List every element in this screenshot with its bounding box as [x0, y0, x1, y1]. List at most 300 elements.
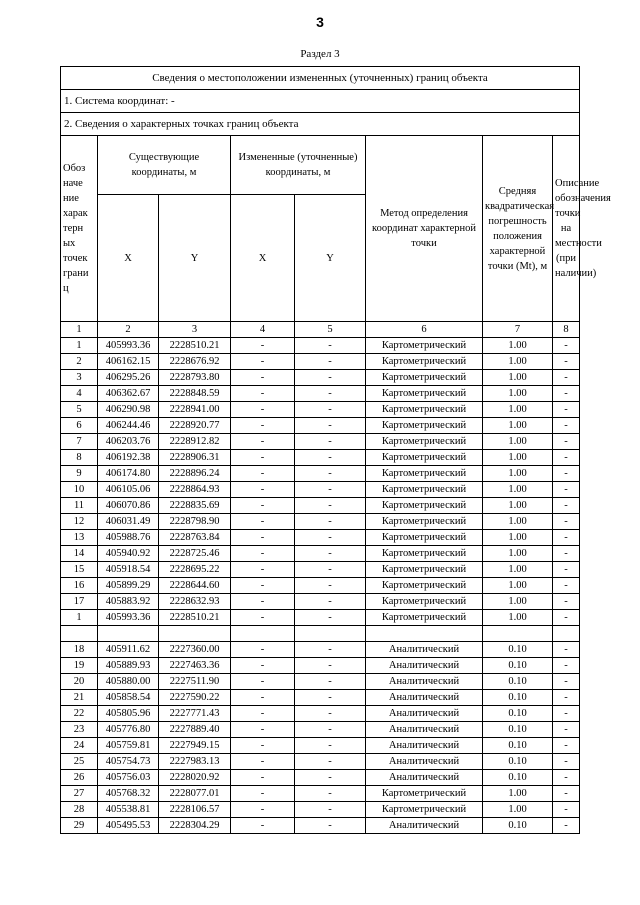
cell-changed-x: - [231, 722, 295, 738]
section-label: Раздел 3 [300, 48, 340, 60]
cell-existing-x: 405858.54 [98, 690, 159, 706]
table-row [61, 450, 580, 466]
cell-existing-y: 2228798.90 [159, 514, 231, 530]
cell-changed-y: - [295, 706, 366, 722]
cell-changed-x: - [231, 338, 295, 354]
cell-description: - [553, 802, 580, 818]
cell-mean-error: 0.10 [483, 738, 553, 754]
cell-changed-x: - [231, 818, 295, 834]
table-row [61, 354, 580, 370]
cell-point-number: 22 [61, 706, 98, 722]
cell-changed-x: - [231, 770, 295, 786]
cell-description [553, 626, 580, 642]
cell-description: - [553, 818, 580, 834]
table-row [61, 674, 580, 690]
cell-mean-error: 1.00 [483, 354, 553, 370]
cell-point-number: 1 [61, 338, 98, 354]
cell-changed-y: - [295, 402, 366, 418]
cell-method: Картометрический [366, 610, 483, 626]
cell-existing-y: 2228304.29 [159, 818, 231, 834]
table-row [61, 562, 580, 578]
cell-description: - [553, 466, 580, 482]
cell-method: Картометрический [366, 338, 483, 354]
cell-mean-error: 1.00 [483, 434, 553, 450]
cell-mean-error: 0.10 [483, 722, 553, 738]
cell-changed-y: - [295, 802, 366, 818]
cell-existing-x: 405880.00 [98, 674, 159, 690]
cell-existing-x: 405883.92 [98, 594, 159, 610]
cell-method: Картометрический [366, 530, 483, 546]
cell-method: Аналитический [366, 738, 483, 754]
cell-changed-y: - [295, 514, 366, 530]
cell-description: - [553, 658, 580, 674]
table-row [61, 738, 580, 754]
cell-point-number: 16 [61, 578, 98, 594]
cell-method: Аналитический [366, 754, 483, 770]
cell-description: - [553, 770, 580, 786]
cell-existing-y: 2228644.60 [159, 578, 231, 594]
cell-changed-x: - [231, 402, 295, 418]
table-row [61, 658, 580, 674]
cell-existing-y: 2228632.93 [159, 594, 231, 610]
cell-changed-y: - [295, 450, 366, 466]
cell-method: Картометрический [366, 802, 483, 818]
cell-description: - [553, 418, 580, 434]
cell-changed-y: - [295, 754, 366, 770]
cell-mean-error: 0.10 [483, 642, 553, 658]
cell-mean-error: 0.10 [483, 690, 553, 706]
cell-existing-y: 2227360.00 [159, 642, 231, 658]
table-row [61, 402, 580, 418]
cell-method: Картометрический [366, 466, 483, 482]
cell-description: - [553, 610, 580, 626]
cell-changed-x: - [231, 706, 295, 722]
cell-method: Картометрический [366, 418, 483, 434]
cell-mean-error: 0.10 [483, 706, 553, 722]
cell-existing-x [98, 626, 159, 642]
table-row [61, 626, 580, 642]
cell-existing-x: 405538.81 [98, 802, 159, 818]
cell-mean-error: 0.10 [483, 754, 553, 770]
cell-existing-y: 2227590.22 [159, 690, 231, 706]
points-caption: 2. Сведения о характерных точках границ объекта [61, 113, 580, 136]
cell-description: - [553, 386, 580, 402]
cell-existing-x: 406192.38 [98, 450, 159, 466]
cell-method: Аналитический [366, 690, 483, 706]
table-row [61, 690, 580, 706]
cell-mean-error: 1.00 [483, 450, 553, 466]
cell-changed-x: - [231, 610, 295, 626]
cell-existing-x: 406203.76 [98, 434, 159, 450]
table-row [61, 802, 580, 818]
table-row [61, 706, 580, 722]
cell-changed-x: - [231, 642, 295, 658]
cell-method: Картометрический [366, 514, 483, 530]
cell-mean-error: 0.10 [483, 770, 553, 786]
cell-changed-y: - [295, 546, 366, 562]
cell-method: Картометрический [366, 386, 483, 402]
cell-method: Картометрический [366, 578, 483, 594]
table-row [61, 754, 580, 770]
cell-mean-error: 1.00 [483, 578, 553, 594]
cell-existing-y: 2228676.92 [159, 354, 231, 370]
cell-existing-y: 2228077.01 [159, 786, 231, 802]
header-changed-coordinates: Измененные (уточненные) координаты, м [231, 136, 366, 195]
cell-description: - [553, 498, 580, 514]
table-row [61, 642, 580, 658]
header-method: Метод определения координат характерной точки [366, 136, 483, 322]
cell-description: - [553, 754, 580, 770]
cell-existing-x: 405993.36 [98, 338, 159, 354]
cell-existing-x: 405776.80 [98, 722, 159, 738]
cell-changed-y: - [295, 354, 366, 370]
cell-method: Аналитический [366, 706, 483, 722]
cell-point-number: 20 [61, 674, 98, 690]
cell-existing-y: 2228906.31 [159, 450, 231, 466]
cell-existing-x: 406174.80 [98, 466, 159, 482]
cell-changed-x: - [231, 450, 295, 466]
cell-changed-x: - [231, 514, 295, 530]
table-row [61, 418, 580, 434]
header-changed-y: Y [295, 195, 366, 322]
column-number: 2 [98, 322, 159, 338]
table-row [61, 434, 580, 450]
cell-existing-x: 406031.49 [98, 514, 159, 530]
cell-changed-y: - [295, 738, 366, 754]
cell-changed-x: - [231, 562, 295, 578]
cell-mean-error: 1.00 [483, 370, 553, 386]
cell-mean-error: 1.00 [483, 498, 553, 514]
column-number: 4 [231, 322, 295, 338]
cell-method: Аналитический [366, 818, 483, 834]
cell-point-number: 17 [61, 594, 98, 610]
cell-changed-x: - [231, 578, 295, 594]
cell-point-number: 18 [61, 642, 98, 658]
cell-changed-y: - [295, 338, 366, 354]
column-number: 1 [61, 322, 98, 338]
cell-description: - [553, 434, 580, 450]
table-row [61, 482, 580, 498]
cell-method: Аналитический [366, 674, 483, 690]
cell-existing-x: 406362.67 [98, 386, 159, 402]
cell-point-number: 9 [61, 466, 98, 482]
table-row [61, 546, 580, 562]
cell-changed-y: - [295, 578, 366, 594]
cell-point-number: 4 [61, 386, 98, 402]
cell-changed-x: - [231, 594, 295, 610]
cell-point-number: 12 [61, 514, 98, 530]
column-number: 5 [295, 322, 366, 338]
table-row [61, 370, 580, 386]
cell-point-number: 3 [61, 370, 98, 386]
cell-changed-x: - [231, 530, 295, 546]
cell-point-number [61, 626, 98, 642]
cell-mean-error: 0.10 [483, 818, 553, 834]
table-row [61, 338, 580, 354]
cell-mean-error: 0.10 [483, 658, 553, 674]
cell-mean-error: 1.00 [483, 594, 553, 610]
cell-changed-y: - [295, 690, 366, 706]
column-number-row [61, 322, 580, 338]
cell-method: Картометрический [366, 450, 483, 466]
cell-changed-y: - [295, 818, 366, 834]
cell-existing-y: 2228763.84 [159, 530, 231, 546]
cell-existing-x: 405911.62 [98, 642, 159, 658]
column-number: 3 [159, 322, 231, 338]
table-row [61, 514, 580, 530]
cell-existing-x: 405754.73 [98, 754, 159, 770]
cell-mean-error: 1.00 [483, 514, 553, 530]
table-row [61, 818, 580, 834]
table-row [61, 722, 580, 738]
cell-description: - [553, 514, 580, 530]
cell-method: Картометрический [366, 370, 483, 386]
cell-method: Картометрический [366, 562, 483, 578]
cell-method: Картометрический [366, 434, 483, 450]
table-row [61, 770, 580, 786]
cell-existing-y: 2228695.22 [159, 562, 231, 578]
cell-changed-y: - [295, 466, 366, 482]
cell-existing-y [159, 626, 231, 642]
cell-point-number: 6 [61, 418, 98, 434]
table-row [61, 386, 580, 402]
header-description: Описание обозначения точки на местности (при наличии) [553, 136, 580, 322]
cell-changed-x: - [231, 466, 295, 482]
cell-existing-x: 405899.29 [98, 578, 159, 594]
cell-existing-x: 406070.86 [98, 498, 159, 514]
cell-existing-x: 406295.26 [98, 370, 159, 386]
cell-mean-error: 0.10 [483, 674, 553, 690]
cell-existing-y: 2227463.36 [159, 658, 231, 674]
cell-changed-y: - [295, 722, 366, 738]
cell-existing-y: 2228848.59 [159, 386, 231, 402]
cell-changed-y: - [295, 498, 366, 514]
cell-existing-y: 2228920.77 [159, 418, 231, 434]
cell-mean-error: 1.00 [483, 802, 553, 818]
header-changed-x: X [231, 195, 295, 322]
cell-point-number: 15 [61, 562, 98, 578]
cell-existing-y: 2228941.00 [159, 402, 231, 418]
cell-changed-x: - [231, 482, 295, 498]
cell-existing-x: 405495.53 [98, 818, 159, 834]
cell-existing-x: 405805.96 [98, 706, 159, 722]
cell-existing-y: 2227511.90 [159, 674, 231, 690]
cell-changed-x: - [231, 690, 295, 706]
table-row [61, 578, 580, 594]
cell-existing-x: 406162.15 [98, 354, 159, 370]
column-number: 6 [366, 322, 483, 338]
cell-changed-x: - [231, 754, 295, 770]
cell-description: - [553, 482, 580, 498]
cell-method: Картометрический [366, 546, 483, 562]
cell-description: - [553, 354, 580, 370]
cell-changed-y: - [295, 418, 366, 434]
cell-changed-x: - [231, 370, 295, 386]
cell-description: - [553, 722, 580, 738]
cell-method: Картометрический [366, 498, 483, 514]
table-row [61, 530, 580, 546]
cell-method: Аналитический [366, 722, 483, 738]
cell-point-number: 1 [61, 610, 98, 626]
cell-changed-y: - [295, 386, 366, 402]
cell-changed-x: - [231, 786, 295, 802]
coordinate-system: 1. Система координат: - [61, 90, 580, 113]
cell-description: - [553, 690, 580, 706]
cell-changed-y: - [295, 482, 366, 498]
cell-description: - [553, 786, 580, 802]
cell-existing-x: 405940.92 [98, 546, 159, 562]
cell-point-number: 21 [61, 690, 98, 706]
cell-changed-x: - [231, 802, 295, 818]
cell-existing-x: 405756.03 [98, 770, 159, 786]
cell-point-number: 24 [61, 738, 98, 754]
cell-description: - [553, 674, 580, 690]
table-row [61, 610, 580, 626]
cell-existing-x: 405889.93 [98, 658, 159, 674]
cell-existing-y: 2228510.21 [159, 338, 231, 354]
cell-changed-y: - [295, 770, 366, 786]
cell-changed-x: - [231, 386, 295, 402]
cell-description: - [553, 594, 580, 610]
cell-existing-y: 2227771.43 [159, 706, 231, 722]
cell-existing-x: 406290.98 [98, 402, 159, 418]
cell-existing-y: 2228725.46 [159, 546, 231, 562]
cell-method: Картометрический [366, 354, 483, 370]
cell-existing-x: 405993.36 [98, 610, 159, 626]
table-row [61, 594, 580, 610]
cell-method: Картометрический [366, 402, 483, 418]
cell-point-number: 10 [61, 482, 98, 498]
cell-description: - [553, 450, 580, 466]
cell-existing-y: 2228835.69 [159, 498, 231, 514]
boundary-points-table [60, 66, 611, 834]
cell-point-number: 5 [61, 402, 98, 418]
cell-point-number: 13 [61, 530, 98, 546]
cell-changed-y: - [295, 530, 366, 546]
cell-mean-error: 1.00 [483, 338, 553, 354]
table-row [61, 498, 580, 514]
cell-point-number: 29 [61, 818, 98, 834]
cell-point-number: 26 [61, 770, 98, 786]
header-point-designation: Обоз наче ние харак терн ых точек грани ц [61, 136, 98, 322]
cell-changed-x: - [231, 354, 295, 370]
cell-changed-x: - [231, 546, 295, 562]
cell-changed-x: - [231, 674, 295, 690]
cell-existing-x: 405759.81 [98, 738, 159, 754]
cell-existing-y: 2228510.21 [159, 610, 231, 626]
cell-description: - [553, 738, 580, 754]
cell-changed-y: - [295, 434, 366, 450]
cell-changed-x: - [231, 434, 295, 450]
cell-changed-x: - [231, 418, 295, 434]
cell-mean-error: 1.00 [483, 418, 553, 434]
cell-point-number: 23 [61, 722, 98, 738]
cell-mean-error: 1.00 [483, 482, 553, 498]
cell-method: Аналитический [366, 658, 483, 674]
cell-method: Аналитический [366, 642, 483, 658]
cell-existing-y: 2227983.13 [159, 754, 231, 770]
cell-existing-y: 2228864.93 [159, 482, 231, 498]
cell-mean-error: 1.00 [483, 530, 553, 546]
page-number: 3 [316, 14, 324, 30]
cell-changed-y: - [295, 594, 366, 610]
cell-changed-x: - [231, 738, 295, 754]
cell-mean-error: 1.00 [483, 546, 553, 562]
cell-description: - [553, 546, 580, 562]
column-number: 8 [553, 322, 580, 338]
cell-description: - [553, 642, 580, 658]
cell-description: - [553, 338, 580, 354]
table-row [61, 466, 580, 482]
cell-existing-y: 2228793.80 [159, 370, 231, 386]
cell-mean-error: 1.00 [483, 562, 553, 578]
cell-changed-y: - [295, 562, 366, 578]
cell-description: - [553, 530, 580, 546]
cell-mean-error: 1.00 [483, 610, 553, 626]
cell-point-number: 27 [61, 786, 98, 802]
cell-method: Аналитический [366, 770, 483, 786]
cell-point-number: 11 [61, 498, 98, 514]
cell-mean-error [483, 626, 553, 642]
cell-changed-x [231, 626, 295, 642]
cell-method: Картометрический [366, 786, 483, 802]
cell-mean-error: 1.00 [483, 386, 553, 402]
cell-description: - [553, 578, 580, 594]
cell-mean-error: 1.00 [483, 786, 553, 802]
cell-changed-y: - [295, 658, 366, 674]
header-mean-error: Средняя квадратическая погрешность положения характерной точки (Mt), м [483, 136, 553, 322]
cell-description: - [553, 370, 580, 386]
cell-point-number: 28 [61, 802, 98, 818]
cell-changed-x: - [231, 658, 295, 674]
cell-changed-y: - [295, 786, 366, 802]
cell-changed-x: - [231, 498, 295, 514]
cell-point-number: 25 [61, 754, 98, 770]
header-existing-x: X [98, 195, 159, 322]
cell-existing-y: 2228106.57 [159, 802, 231, 818]
cell-method: Картометрический [366, 482, 483, 498]
cell-mean-error: 1.00 [483, 466, 553, 482]
cell-description: - [553, 402, 580, 418]
cell-point-number: 7 [61, 434, 98, 450]
cell-existing-y: 2228912.82 [159, 434, 231, 450]
cell-existing-y: 2228020.92 [159, 770, 231, 786]
cell-point-number: 14 [61, 546, 98, 562]
cell-mean-error: 1.00 [483, 402, 553, 418]
cell-description: - [553, 706, 580, 722]
cell-existing-x: 405988.76 [98, 530, 159, 546]
cell-description: - [553, 562, 580, 578]
cell-changed-y: - [295, 642, 366, 658]
cell-existing-x: 406105.06 [98, 482, 159, 498]
cell-existing-x: 405768.32 [98, 786, 159, 802]
cell-method [366, 626, 483, 642]
cell-point-number: 8 [61, 450, 98, 466]
cell-point-number: 2 [61, 354, 98, 370]
cell-existing-x: 405918.54 [98, 562, 159, 578]
column-number: 7 [483, 322, 553, 338]
cell-existing-y: 2228896.24 [159, 466, 231, 482]
table-row [61, 786, 580, 802]
cell-changed-y: - [295, 610, 366, 626]
cell-method: Картометрический [366, 594, 483, 610]
header-existing-coordinates: Существующие координаты, м [98, 136, 231, 195]
table-title: Сведения о местоположении измененных (уточненных) границ объекта [61, 67, 580, 90]
cell-changed-y: - [295, 370, 366, 386]
cell-existing-x: 406244.46 [98, 418, 159, 434]
header-existing-y: Y [159, 195, 231, 322]
cell-point-number: 19 [61, 658, 98, 674]
